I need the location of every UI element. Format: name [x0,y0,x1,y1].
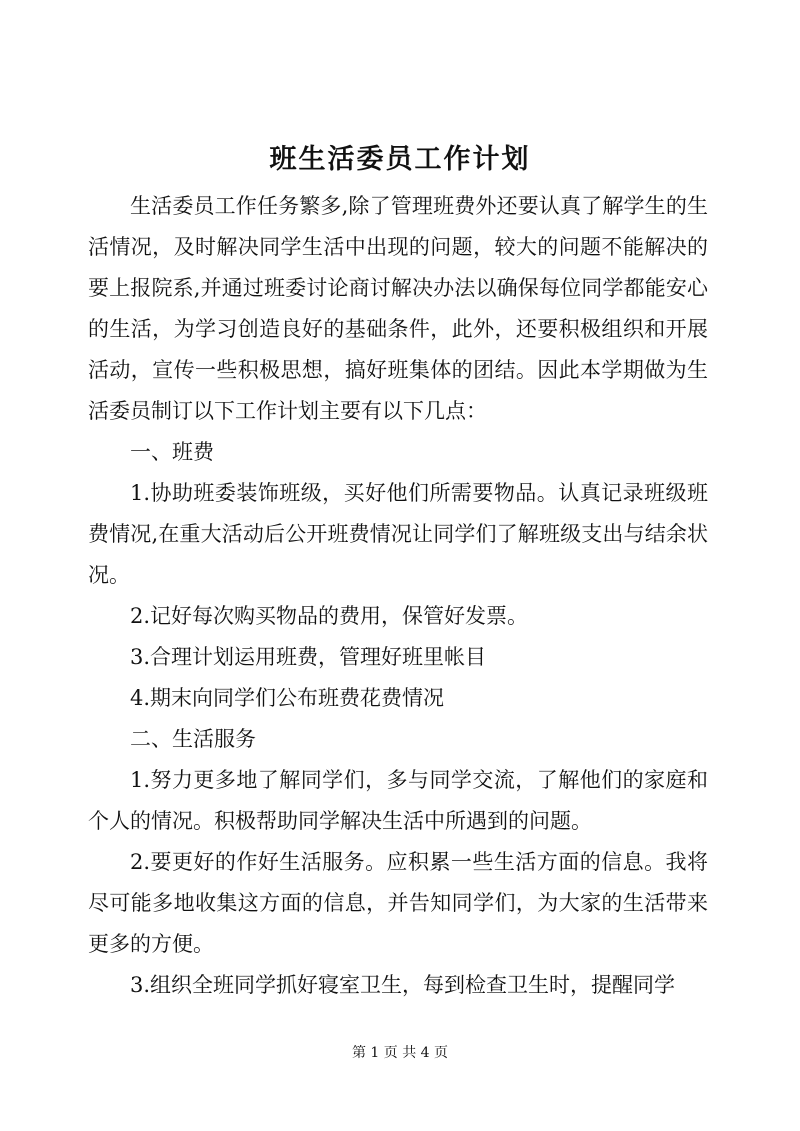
heading-life-service: 二、生活服务 [130,727,256,751]
heading-class-fund: 一、班费 [130,440,214,464]
document-title: 班生活委员工作计划 [269,144,531,175]
paragraph-fund-item-2: 2.记好每次购买物品的费用，保管好发票。 [130,604,529,628]
paragraph-fund-item-1: 1.协助班委装饰班级，买好他们所需要物品。认真记录班级班费情况,在重大活动后公开班费情况让同学们了解班级支出与结余状况。 [88,481,708,587]
page-number-footer: 第 1 页 共 4 页 [351,1045,449,1061]
paragraph-fund-item-4: 4.期末向同学们公布班费花费情况 [130,686,445,710]
paragraph-intro: 生活委员工作任务繁多,除了管理班费外还要认真了解学生的生活情况，及时解决同学生活中出现的问题，较大的问题不能解决的要上报院系,并通过班委讨论商讨解决办法以确保每位同学都能安心的生活，为学习创造良好的基础条件，此外，还要积极组织和开展活动，宣传一些积极思想，搞好班集体的团结。因此本学期做为生活委员制订以下工作计划主要有以下几点： [88,194,708,423]
paragraph-service-item-2: 2.要更好的作好生活服务。应积累一些生活方面的信息。我将尽可能多地收集这方面的信息，并告知同学们，为大家的生活带来更多的方便。 [88,850,708,956]
paragraph-service-item-1: 1.努力更多地了解同学们，多与同学交流，了解他们的家庭和个人的情况。积极帮助同学解决生活中所遇到的问题。 [88,768,708,833]
paragraph-service-item-3: 3.组织全班同学抓好寝室卫生，每到检查卫生时，提醒同学 [130,973,676,997]
paragraph-fund-item-3: 3.合理计划运用班费，管理好班里帐目 [130,645,487,669]
document-body [88,186,708,1006]
